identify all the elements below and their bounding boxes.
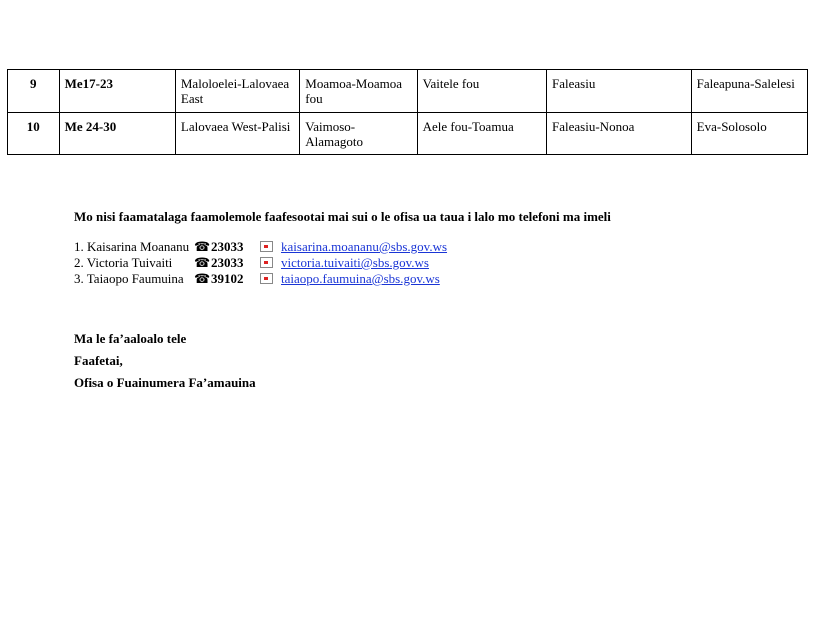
area-cell: Aele fou-Toamua [417, 113, 546, 155]
telephone-icon: ☎ [194, 239, 211, 254]
email-link[interactable]: kaisarina.moananu@sbs.gov.ws [281, 239, 448, 254]
contact-intro: Mo nisi faamatalaga faamolemole faafesootai mai sui o le ofisa ua taua i lalo mo telefoni ma imeli [74, 209, 611, 224]
email-icon [260, 273, 273, 284]
area-cell: Faleasiu [547, 70, 692, 113]
email-link[interactable]: victoria.tuivaiti@sbs.gov.ws [281, 255, 429, 270]
area-cell: Moamoa-Moamoa fou [300, 70, 417, 113]
schedule-table [7, 69, 808, 155]
week-number: 10 [8, 113, 60, 155]
signature-office: Ofisa o Fuainumera Fa’amauina [74, 375, 256, 390]
area-cell: Eva-Solosolo [691, 113, 807, 155]
email-icon [260, 241, 273, 252]
contact-name: 2. Victoria Tuivaiti [74, 255, 173, 270]
closing-line: Faafetai, [74, 353, 123, 368]
phone-number: 23033 [211, 255, 244, 270]
area-cell: Vaimoso-Alamagoto [300, 113, 417, 155]
week-number: 9 [8, 70, 60, 113]
table-row [8, 70, 808, 113]
closing-line: Ma le fa’aaloalo tele [74, 331, 187, 346]
telephone-icon: ☎ [194, 255, 211, 270]
contact-name: 1. Kaisarina Moananu [74, 239, 190, 254]
email-icon [260, 257, 273, 268]
email-link[interactable]: taiaopo.faumuina@sbs.gov.ws [281, 271, 440, 286]
phone-number: 39102 [211, 271, 244, 286]
area-cell: Faleasiu-Nonoa [547, 113, 692, 155]
phone-number: 23033 [211, 239, 244, 254]
area-cell: Lalovaea West-Palisi [175, 113, 299, 155]
area-cell: Maloloelei-Lalovaea East [175, 70, 299, 113]
area-cell: Vaitele fou [417, 70, 546, 113]
table-row [8, 113, 808, 155]
contact-name: 3. Taiaopo Faumuina [74, 271, 184, 286]
area-cell: Faleapuna-Salelesi [691, 70, 807, 113]
telephone-icon: ☎ [194, 271, 211, 286]
date-range: Me17-23 [59, 70, 175, 113]
closing-block [74, 328, 256, 394]
date-range: Me 24-30 [59, 113, 175, 155]
